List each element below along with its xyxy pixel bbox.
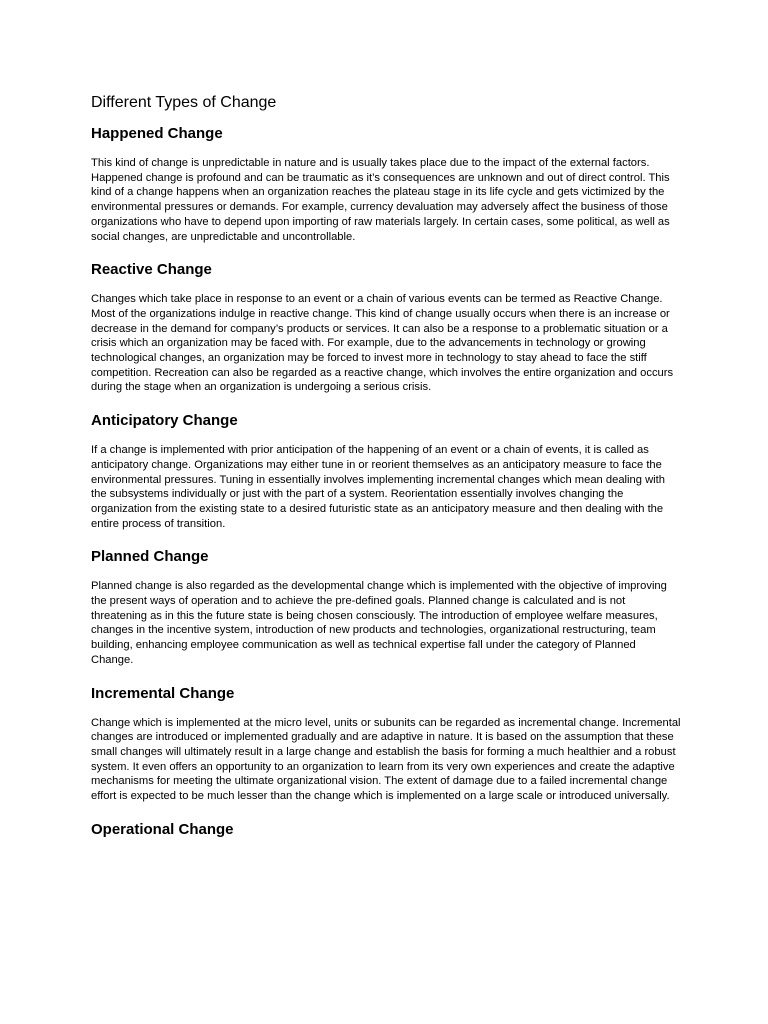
section-heading: Anticipatory Change: [91, 412, 238, 430]
section-heading: Incremental Change: [91, 684, 235, 702]
section-body: This kind of change is unpredictable in nature and is usually takes place due to the impact of the external factors. Happened change is profound and can be traumatic as it’s consequences are unknown and out of direct control. This kind of a change happens when an organization reaches the plateau stage in its life cycle and gets victimized by the environmental pressures or demands. For example, currency devaluation may adversely affect the business of those organizations who have to depend upon importing of raw materials largely. In certain cases, some political, as well as social changes, are unpredictable and uncontrollable.: [91, 157, 670, 243]
section-body: Planned change is also regarded as the developmental change which is implemented with the objective of improving the present ways of operation and to achieve the pre-defined goals. Planned change is calculated and is not threatening as in this the future state is being chosen consciously. The introduction of employee welfare measures, changes in the incentive system, introduction of new products and technologies, organizational restructuring, team building, enhancing employee communication as well as technical expertise fall under the category of Planned Change.: [91, 580, 667, 666]
section-heading: Reactive Change: [91, 261, 212, 279]
document-page: [91, 92, 681, 852]
document-title: Different Types of Change: [91, 94, 277, 111]
section-incremental-change: [91, 684, 681, 804]
section-body: If a change is implemented with prior anticipation of the happening of an event or a chain of events, it is called as anticipatory change. Organizations may either tune in or reorient themselves as an anticipatory measure to face the environmental pressures. Tuning in essentially involves implementing incremental changes which mean dealing with the subsystems individually or just with the part of a system. Reorientation essentially involves changing the organization from the existing state to a desired futuristic state as an anticipatory measure and then dealing with the entire process of transition.: [91, 444, 665, 530]
section-heading: Planned Change: [91, 548, 209, 566]
section-happened-change: [91, 124, 681, 244]
section-heading: Operational Change: [91, 820, 234, 838]
section-anticipatory-change: [91, 411, 681, 531]
section-body: Change which is implemented at the micro level, units or subunits can be regarded as incremental change. Incremental changes are introduced or implemented gradually and are adaptive in nature. It is based on the assumption that these small changes will ultimately result in a large change and establish the basis for forming a much healthier and a robust system. It even offers an opportunity to an organization to learn from its very own experiences and create the adaptive mechanisms for meeting the ultimate organizational vision. The extent of damage due to a failed incremental change effort is expected to be much lesser than the change which is implemented on a large scale or introduced universally.: [91, 716, 681, 803]
section-planned-change: [91, 547, 681, 667]
section-body: Changes which take place in response to an event or a chain of various events can be termed as Reactive Change. Most of the organizations indulge in reactive change. This kind of change usually occurs when there is an increase or decrease in the demand for company’s products or services. It can also be a response to a problematic situation or a crisis which an organization may be faced with. For example, due to the advancements in technology or growing technological changes, an organization may be forced to invest more in technology to stay ahead to face the stiff competition. Recreation can also be regarded as a reactive change, which involves the entire organization and occurs during the stage when an organization is undergoing a serious crisis.: [91, 293, 674, 394]
section-operational-change: [91, 820, 681, 840]
section-reactive-change: [91, 260, 681, 395]
section-heading: Happened Change: [91, 125, 223, 142]
